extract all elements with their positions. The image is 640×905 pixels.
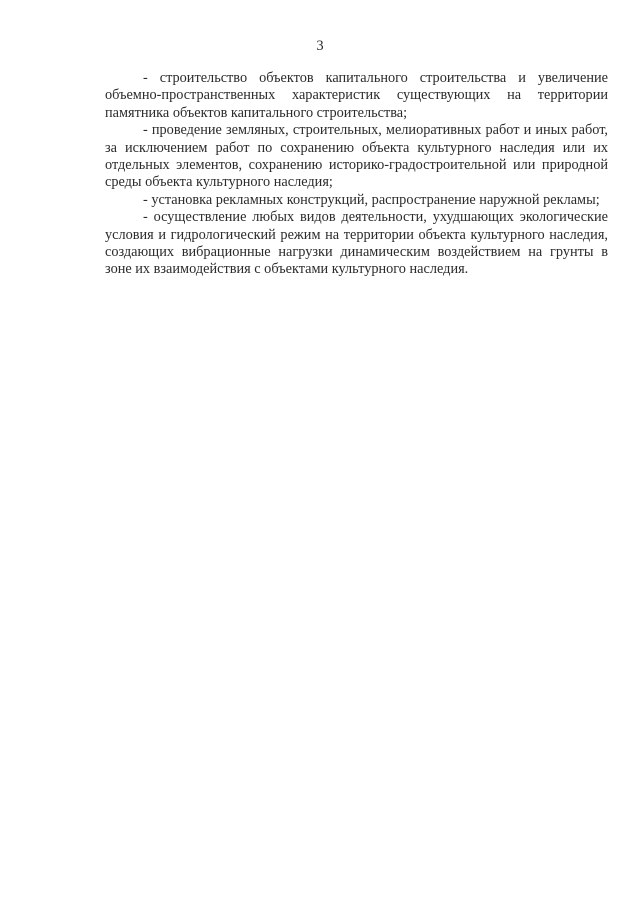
paragraph-construction: - строительство объектов капитального строительства и увеличение объемно-пространственных характеристик существующих на территории памятника объектов капитального строительства; xyxy=(105,70,608,121)
paragraph-earthworks: - проведение земляных, строительных, мелиоративных работ и иных работ, за исключением работ по сохранению объекта культурного наследия или их отдельных элементов, сохранению историко-градостроительной или природной среды объекта культурного наследия; xyxy=(105,122,608,191)
paragraph-advertising: - установка рекламных конструкций, распространение наружной рекламы; xyxy=(143,191,600,208)
paragraph-activities: - осуществление любых видов деятельности, ухудшающих экологические условия и гидрологический режим на территории объекта культурного наследия, создающих вибрационные нагрузки динамическим воздействием на грунты в зоне их взаимодействия с объектами культурного наследия. xyxy=(105,209,608,278)
document-body xyxy=(105,70,608,279)
page-number: 3 xyxy=(316,38,324,54)
